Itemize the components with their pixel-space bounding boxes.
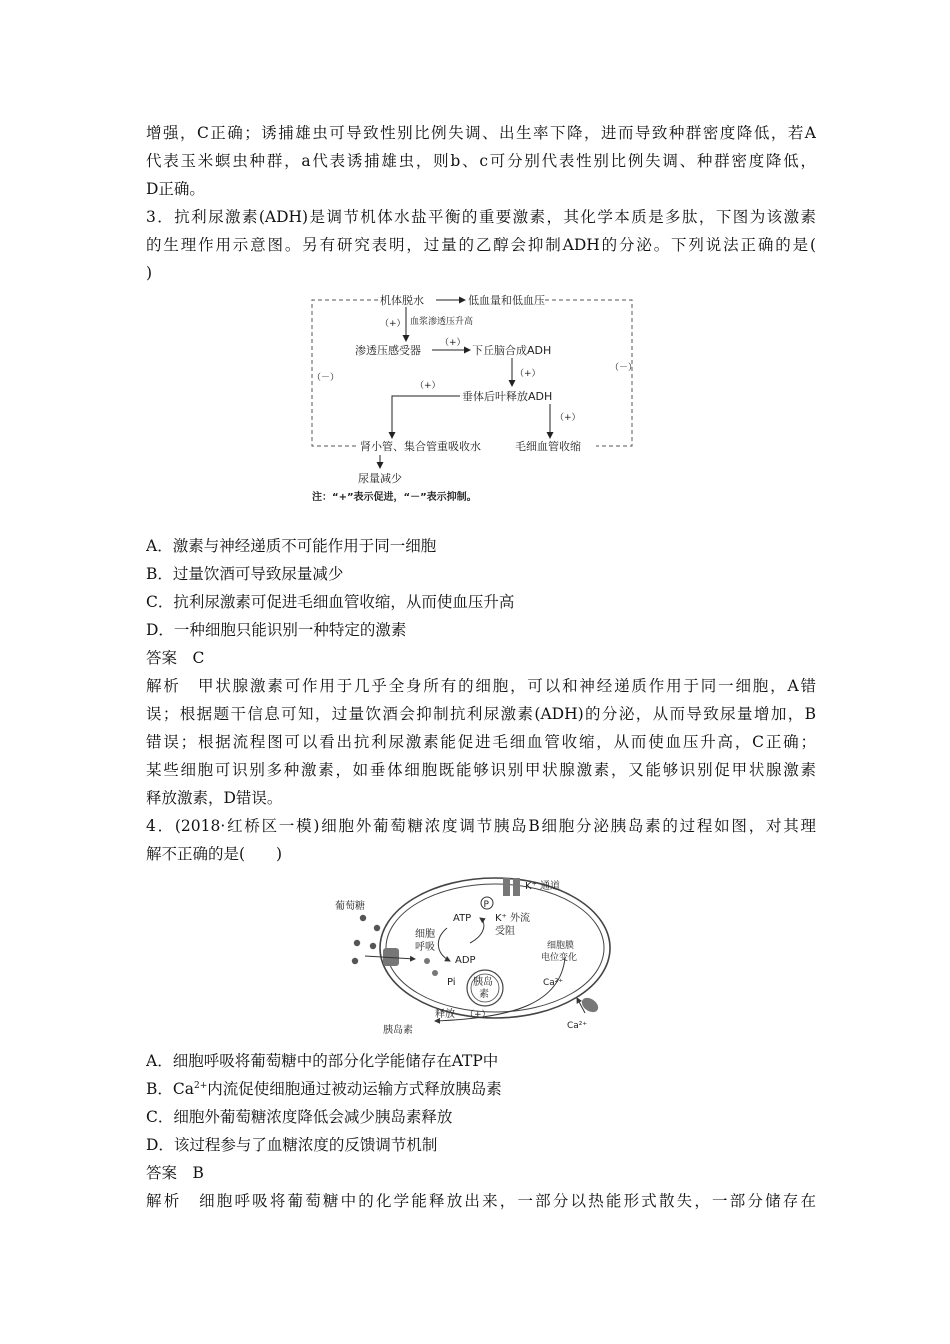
question-4-stem: 4．(2018·红桥区一模)细胞外葡萄糖浓度调节胰岛B细胞分泌胰岛素的过程如图，对其理 (146, 817, 816, 835)
analysis-line: 释放激素，D错误。 (146, 789, 283, 807)
calcium-out-label: Ca²⁺ (567, 1021, 588, 1031)
option-b: B．$Ca^{2+}$内流促使细胞通过被动运输方式释放胰岛素 (146, 1080, 502, 1098)
phosphate-label: P (483, 900, 489, 910)
analysis-line: 误；根据题干信息可知，过量饮酒会抑制抗利尿激素(ADH)的分泌，从而导致尿量增加，B (146, 705, 816, 723)
plus-label: （+） (465, 1010, 491, 1020)
urine-node: 尿量减少 (358, 472, 402, 485)
option-d: D．一种细胞只能识别一种特定的激素 (146, 621, 407, 639)
option-a: A．细胞呼吸将葡萄糖中的部分化学能储存在ATP中 (146, 1052, 499, 1070)
question-3-stem: 3．抗利尿激素(ADH)是调节机体水盐平衡的重要激素，其化学本质是多肽，下图为该激素 (146, 208, 816, 226)
analysis-line: 解析 细胞呼吸将葡萄糖中的化学能释放出来，一部分以热能形式散失，一部分储存在 (146, 1192, 816, 1210)
analysis-line: 错误；根据流程图可以看出抗利尿激素能促进毛细血管收缩，从而使血压升高，C正确； (146, 733, 816, 751)
atp-label: ATP (453, 913, 472, 924)
figure-note: 注：“+”表示促进，“－”表示抑制。 (312, 492, 477, 503)
hypothalamus-node: 下丘脑合成ADH (472, 344, 552, 357)
analysis-line: 某些细胞可识别多种激素，如垂体细胞既能够识别甲状腺激素，又能够识别促甲状腺激素 (146, 761, 816, 779)
membrane-label: 细胞膜 (547, 941, 575, 951)
insulin-label: 胰岛素 (383, 1025, 413, 1036)
release-label: 释放 (435, 1009, 455, 1020)
option-c: C．抗利尿激素可促进毛细血管收缩，从而使血压升高 (146, 593, 515, 611)
analysis-line: 解析 甲状腺激素可作用于几乎全身所有的细胞，可以和神经递质作用于同一细胞，A错 (146, 677, 816, 695)
kidney-node: 肾小管、集合管重吸收水 (360, 440, 481, 453)
respiration-label: 呼吸 (415, 942, 435, 953)
paragraph-line: D正确。 (146, 180, 205, 198)
question-3-stem: ) (146, 264, 153, 282)
paragraph-line: 增强，C正确；诱捕雄虫可导致性别比例失调、出生率下降，进而导致种群密度降低，若A (146, 124, 816, 142)
beta-cell-diagram (335, 873, 625, 1040)
k-outflow-label: K⁺ 外流 (495, 913, 531, 924)
adp-label: ADP (455, 955, 476, 966)
adh-flowchart (300, 288, 650, 508)
option-c: C．细胞外葡萄糖浓度降低会减少胰岛素释放 (146, 1108, 453, 1126)
k-outflow-label: 受阻 (495, 926, 515, 937)
plus-label: （+） (415, 381, 441, 391)
plus-label: （+） (440, 338, 466, 348)
calcium-in-label: Ca²⁺ (543, 978, 564, 988)
option-d: D．该过程参与了血糖浓度的反馈调节机制 (146, 1136, 438, 1154)
k-channel (503, 878, 510, 896)
insulin-vesicle-label: 胰岛 (473, 977, 493, 988)
question-3-stem: 的生理作用示意图。另有研究表明，过量的乙醇会抑制ADH的分泌。下列说法正确的是( (146, 236, 816, 254)
plus-label: （+） (380, 319, 406, 329)
capillary-node: 毛细血管收缩 (515, 440, 581, 453)
plasma-label: 血浆渗透压升高 (410, 317, 474, 327)
membrane-label: 电位变化 (541, 953, 578, 963)
respiration-label: 细胞 (415, 929, 435, 940)
answer: 答案 C (146, 649, 205, 667)
low-volume-node: 低血量和低血压 (468, 294, 545, 307)
paragraph-line: 代表玉米螟虫种群，a代表诱捕雄虫，则b、c可分别代表性别比例失调、种群密度降低， (146, 152, 816, 170)
minus-label-right: （－） (610, 363, 638, 373)
pi-label: Pi (447, 977, 456, 988)
dehydration-node: 机体脱水 (380, 294, 424, 307)
calcium-channel (579, 995, 601, 1015)
question-4-stem: 解不正确的是( ) (146, 845, 283, 863)
receptor-node: 渗透压感受器 (355, 344, 421, 357)
insulin-vesicle (467, 970, 503, 1006)
plus-label: （+） (515, 369, 541, 379)
insulin-vesicle-label: 素 (479, 989, 489, 1000)
glucose-label: 葡萄糖 (335, 901, 365, 912)
pituitary-node: 垂体后叶释放ADH (462, 390, 553, 403)
k-channel-label: K⁺ 通道 (525, 881, 561, 892)
plus-label: （+） (555, 413, 581, 423)
minus-label-left: （－） (312, 373, 340, 383)
negative-feedback-right (545, 300, 632, 446)
answer: 答案 B (146, 1164, 204, 1182)
option-b: B．过量饮酒可导致尿量减少 (146, 565, 344, 583)
option-a: A．激素与神经递质不可能作用于同一细胞 (146, 537, 437, 555)
